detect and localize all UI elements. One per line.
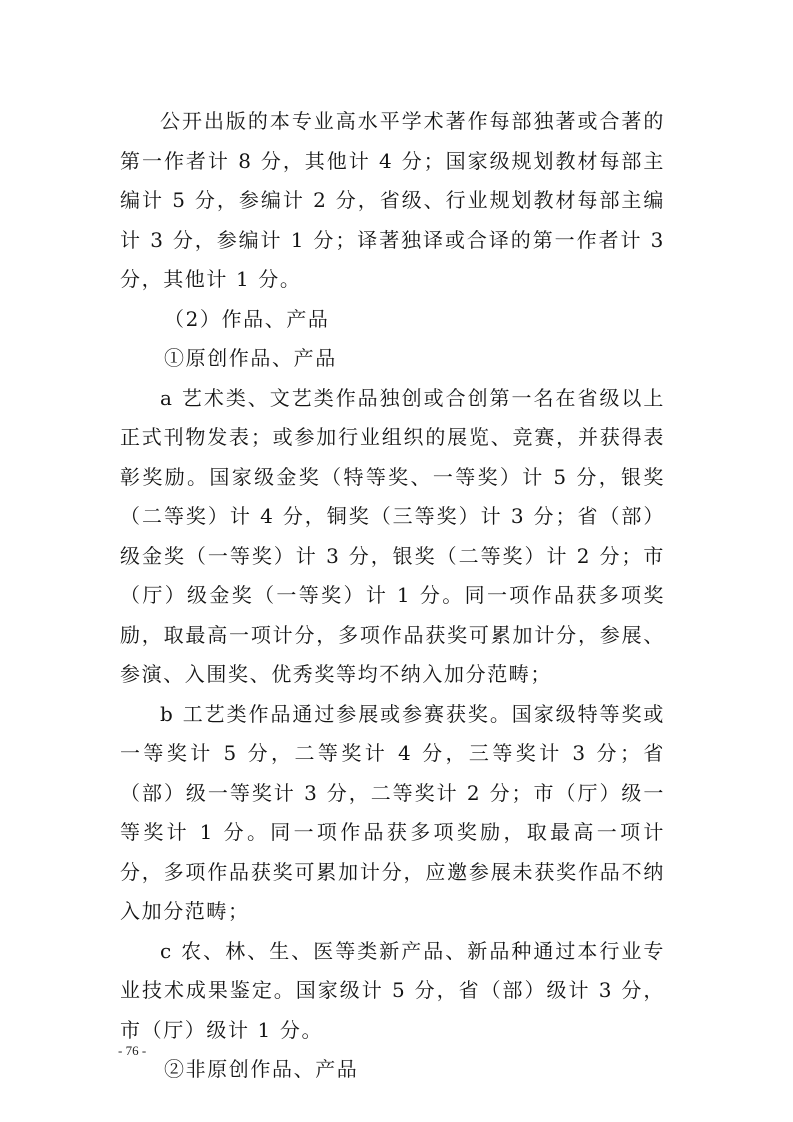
section-heading-works-products: （2）作品、产品 <box>164 306 330 331</box>
paragraph-item-b-crafts: b 工艺类作品通过参展或参赛获奖。国家级特等奖或一等奖计 5 分，二等奖计 4 分，三等奖计 3 分；省（部）级一等奖计 3 分，二等奖计 2 分；市（厅）级一等奖计 1 分。同一项作品获多项奖励，取最高一项计分，多项作品获奖可累加计分，应邀参展未获奖作品不纳入加分范畴； <box>120 701 665 923</box>
paragraph-item-c-agriculture: c 农、林、生、医等类新产品、新品种通过本行业专业技术成果鉴定。国家级计 5 分，省（部）级计 3 分，市（厅）级计 1 分。 <box>120 938 665 1042</box>
subsection-heading-original: ①原创作品、产品 <box>164 346 337 370</box>
paragraph-item-a-arts: a 艺术类、文艺类作品独创或合创第一名在省级以上正式刊物发表；或参加行业组织的展览、竞赛，并获得表彰奖励。国家级金奖（特等奖、一等奖）计 5 分，银奖（二等奖）计 4 分，铜奖（三等奖）计 3 分；省（部）级金奖（一等奖）计 3 分，银奖（二等奖）计 2 分；市（厅）级金奖（一等奖）计 1 分。同一项作品获多项奖励，取最高一项计分，多项作品获奖可累加计分，参展、参演、入围奖、优秀奖等均不纳入加分范畴； <box>120 385 665 686</box>
paragraph-academic-works: 公开出版的本专业高水平学术著作每部独著或合著的第一作者计 8 分，其他计 4 分；国家级规划教材每部主编计 5 分，参编计 2 分，省级、行业规划教材每部主编计 3 分，参编计 1 分；译著独译或合译的第一作者计 3 分，其他计 1 分。 <box>120 109 665 291</box>
body-text <box>120 102 665 1090</box>
subsection-heading-non-original: ②非原创作品、产品 <box>164 1057 359 1081</box>
page-number: - 76 - <box>118 1043 147 1058</box>
